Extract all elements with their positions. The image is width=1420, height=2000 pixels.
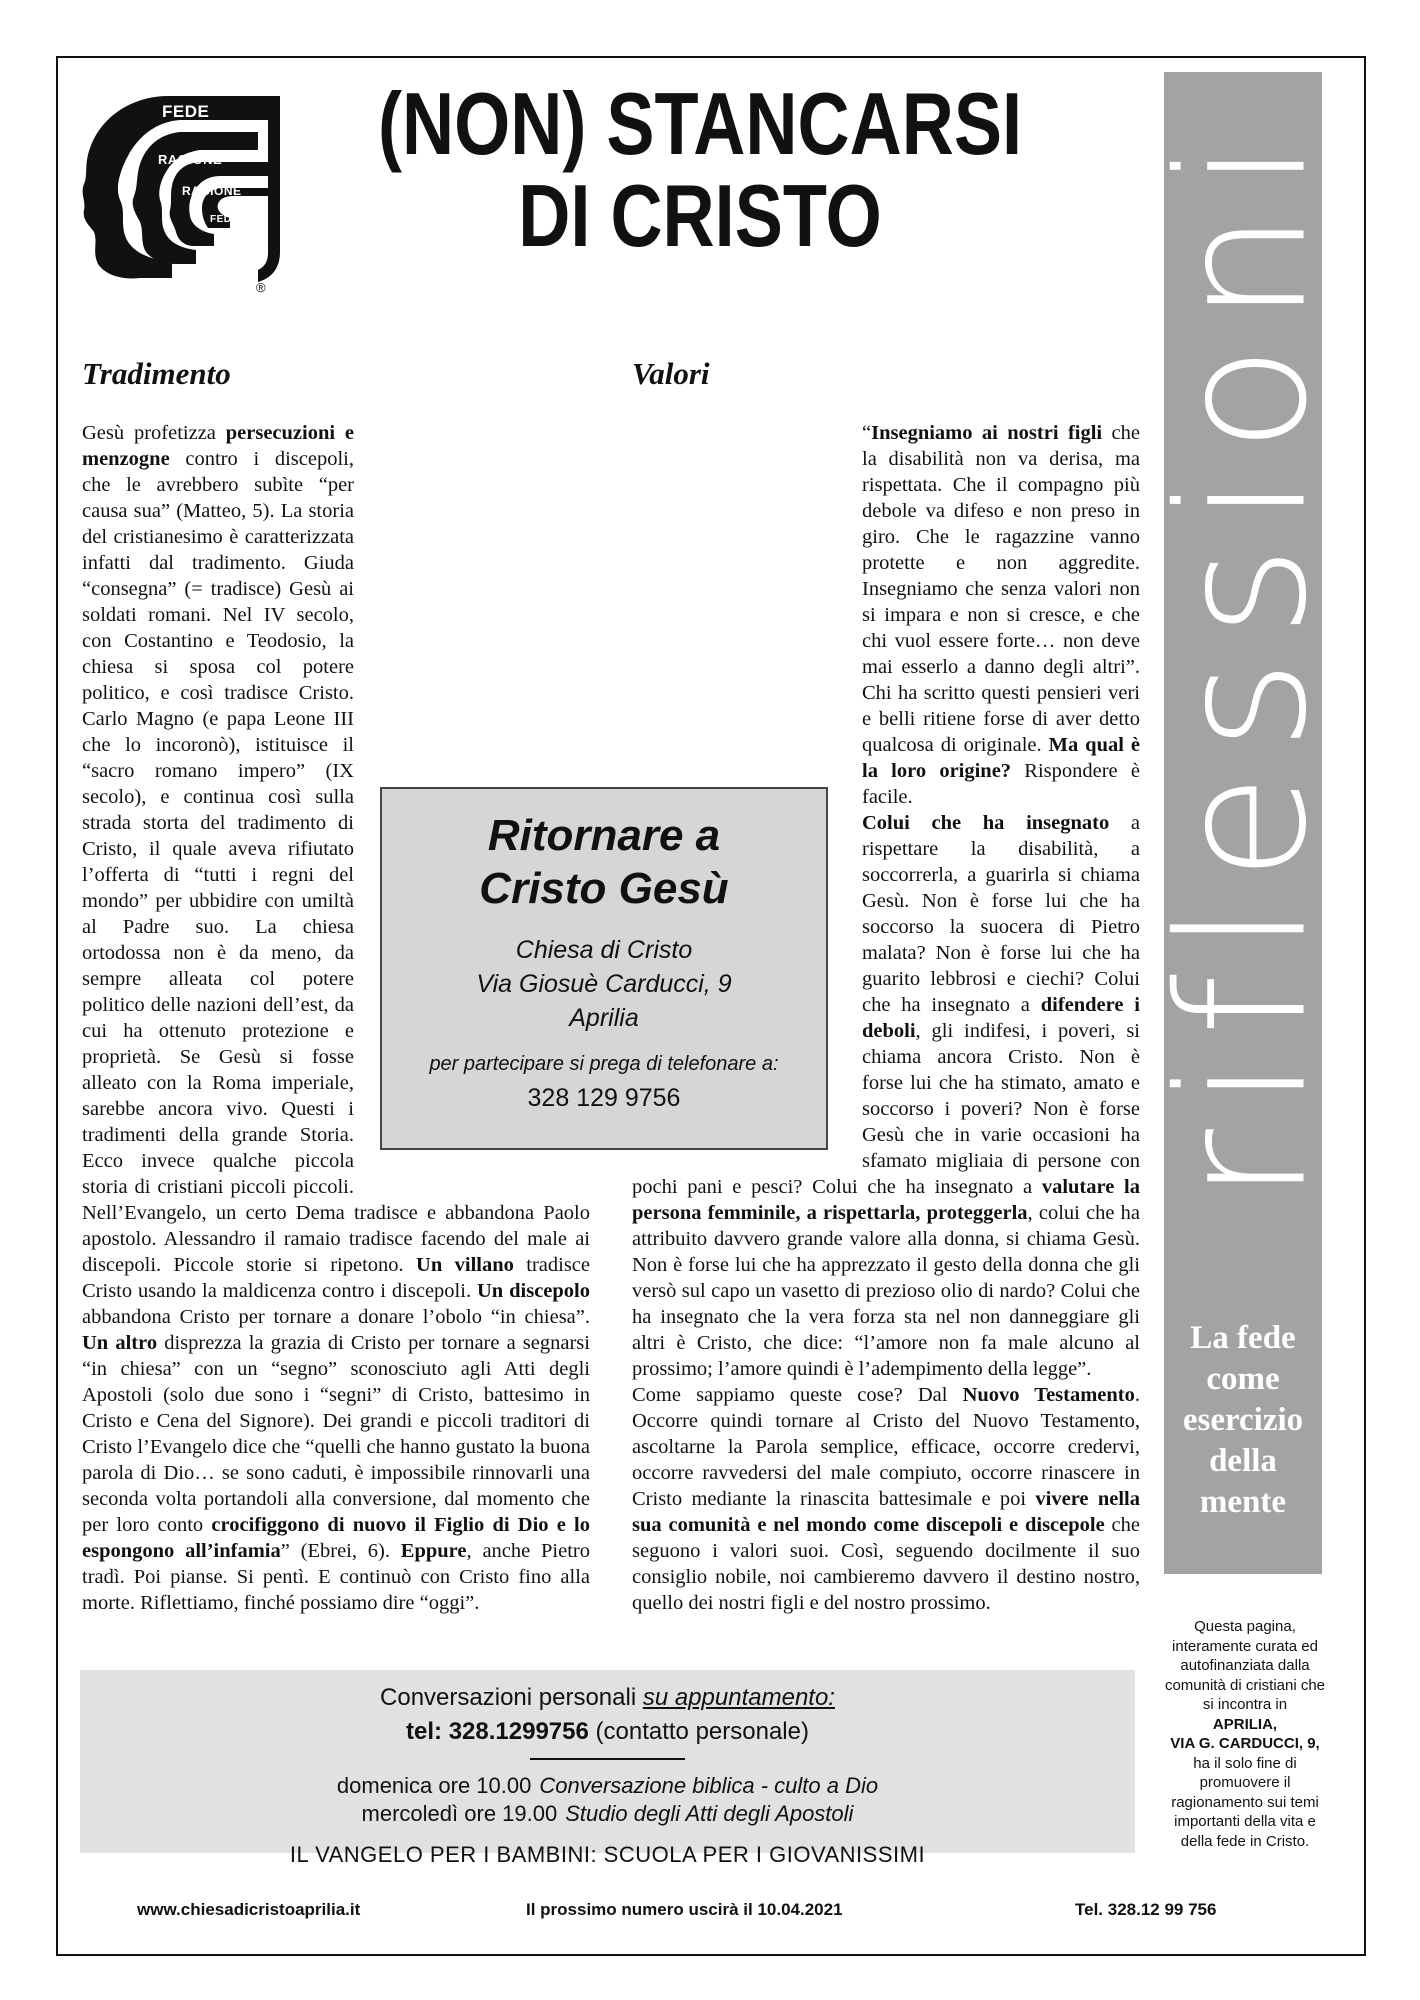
logo-word-ragione-2: RAGIONE	[182, 184, 242, 198]
logo-word-fede: FEDE	[162, 102, 210, 121]
headline-line1: (NON) STANCARSI	[377, 74, 1023, 173]
footer-website-link[interactable]: www.chiesadicristoaprilia.it	[137, 1900, 361, 1919]
schedule-box	[80, 1670, 1135, 1867]
invitation-phone[interactable]: 328 129 9756	[527, 1084, 681, 1112]
contact-line: tel: 328.1299756 (contatto personale)	[406, 1718, 809, 1745]
page-headline	[372, 74, 1028, 265]
left-section-heading: Tradimento	[82, 356, 231, 391]
tagline-line: esercizio	[1182, 1402, 1304, 1438]
logo-word-ragione: RAGIONE	[158, 152, 223, 167]
registered-mark: ®	[256, 280, 266, 295]
side-band-tagline	[1164, 1318, 1322, 1523]
schedule-list	[80, 1772, 1135, 1828]
divider	[530, 1758, 685, 1760]
logo-word-fede-2: FEDE	[210, 214, 239, 225]
invitation-title: Ritornare a Cristo Gesù	[479, 811, 729, 913]
tagline-line: della	[1209, 1443, 1277, 1479]
church-address: Chiesa di Cristo Via Giosuè Carducci, 9 Aprilia	[476, 936, 732, 1032]
side-info: Questa pagina, interamente curata ed autofinanziata dalla comunità di cristiani che si incontra in APRILIA, VIA G. CARDUCCI, 9, ha il solo fine di promuovere il ragionamento sui temi importanti della vita e della fede in Cristo.	[1164, 1618, 1326, 1850]
appointment-line: Conversazioni personali su appuntamento:	[380, 1684, 835, 1711]
schedule-item: mercoledì ore 19.00 Studio degli Atti degli Apostoli	[361, 1801, 854, 1826]
kids-school-line: IL VANGELO PER I BAMBINI: SCUOLA PER I GIOVANISSIMI	[289, 1842, 926, 1867]
side-band-word: riflessioni	[1140, 118, 1346, 1202]
footer-next-issue: Il prossimo numero uscirà il 10.04.2021	[526, 1900, 843, 1919]
headline-line2: DI CRISTO	[518, 166, 882, 265]
left-column-text: Gesù profetizza persecuzioni e menzogne contro i discepoli, che le avrebbero subìte “per causa sua” (Matteo, 5). La storia del cristianesimo è caratterizzata infatti dal tradimento. Giuda “consegna” (= tradisce) Gesù ai soldati romani. Nel IV secolo, con Costantino e Teodosio, la chiesa si sposa col potere politico, e così tradisce Cristo. Carlo Magno (e papa Leone III che lo incoronò), istituisce il “sacro romano impero” (IX secolo), e continua così sulla strada storta del tradimento di Cristo, il quale aveva rifiutato l’offerta di “tutti i regni del mondo” per ubbidire con umiltà al Padre suo. La chiesa ortodossa non è da meno, da sempre alleata col potere politico delle nazioni dell’est, da cui ha ottenuto protezione e proprietà. Se Gesù si fosse alleato con la Roma imperiale, sarebbe ancora vivo. Questi i tradimenti della grande Storia. Ecco invece qualche piccola storia di cristiani piccoli piccoli. Nell’Evangelo, un certo Dema tradisce e abbandona Paolo apostolo. Alessandro il ramaio tradisce facendo del male ai discepoli. Piccole storie si ripetono. Un villano tradisce Cristo usando la maldicenza contro i discepoli. Un discepolo abbandona Cristo per tornare a donare l’obolo “in chiesa”. Un altro disprezza la grazia di Cristo per tornare a segnarsi “in chiesa” con un “segno” sconosciuto agli Atti degli Apostoli (solo due sono i “segni” di Cristo, battesimo in Cristo e Cena del Signore). Dei grandi e piccoli traditori di Cristo l’Evangelo dice che “quelli che hanno gustato la buona parola di Dio… se sono caduti, è impossibile rinnovarli una seconda volta portandoli alla conversione, dal momento che per loro conto crocifiggono di nuovo il Figlio di Dio e lo espongono all’infamia” (Ebrei, 6). Eppure, anche Pietro tradì. Poi pianse. Si pentì. E continuò con Cristo fino alla morte. Riflettiamo, finché possiamo dire “oggi”.	[82, 422, 590, 1614]
tagline-line: come	[1206, 1361, 1280, 1397]
invitation-box	[380, 787, 828, 1150]
footer-phone[interactable]: Tel. 328.12 99 756	[1075, 1900, 1217, 1919]
right-column-text: “Insegniamo ai nostri figli che la disabilità non va derisa, ma rispettata. Che il compagno più debole va difeso e non preso in giro. Che le ragazzine vanno protette e non aggredite. Insegniamo che senza valori non si impara e non si cresce, e che chi vuol essere forte… non deve mai esserlo a danno degli altri”. Chi ha scritto questi pensieri veri e belli ritiene forse di aver detto qualcosa di originale. Ma qual è la loro origine? Rispondere è facile. Colui che ha insegnato a rispettare la disabilità, a soccorrerla, a guarirla si chiama Gesù. Non è forse lui che ha soccorso la suocera di Pietro malata? Non è forse lui che ha guarito lebbrosi e ciechi? Colui che ha insegnato a difendere i deboli, gli indifesi, i poveri, si chiama ancora Cristo. Non è forse lui che ha stimato, amato e soccorso i poveri? Non è forse Gesù che in varie occasioni ha sfamato migliaia di persone con pochi pani e pesci? Colui che ha insegnato a valutare la persona femminile, a rispettarla, proteggerla, colui che ha attribuito davvero grande valore alla donna, si chiama Gesù. Non è forse lui che ha apprezzato il gesto della donna che gli versò sul capo un vasetto di prezioso olio di nardo? Colui che ha insegnato che la vera forza sta nel non danneggiare gli altri è Cristo, che dice: “l’amore non fa male alcuno al prossimo; l’amore quindi è l’adempimento della legge”. Come sappiamo queste cose? Dal Nuovo Testamento. Occorre quindi tornare al Cristo del Nuovo Testamento, ascoltarne la Parola semplice, efficace, occorre credervi, occorre ravvedersi del male compiuto, occorre rinascere in Cristo mediante la rinascita battesimale e poi vivere nella sua comunità e nel mondo come discepoli e discepole che seguono i valori suoi. Così, seguendo docilmente il suo consiglio nobile, noi cambieremo davvero il destino nostro, quello dei nostri figli e del nostro prossimo.	[632, 422, 1141, 1614]
fede-ragione-logo	[80, 92, 290, 297]
invitation-note: per partecipare si prega di telefonare a:	[429, 1053, 779, 1075]
right-section-heading: Valori	[632, 356, 710, 391]
tagline-line: La fede	[1190, 1320, 1296, 1356]
schedule-item: domenica ore 10.00 Conversazione biblica - culto a Dio	[336, 1773, 879, 1798]
tagline-line: mente	[1199, 1484, 1287, 1520]
